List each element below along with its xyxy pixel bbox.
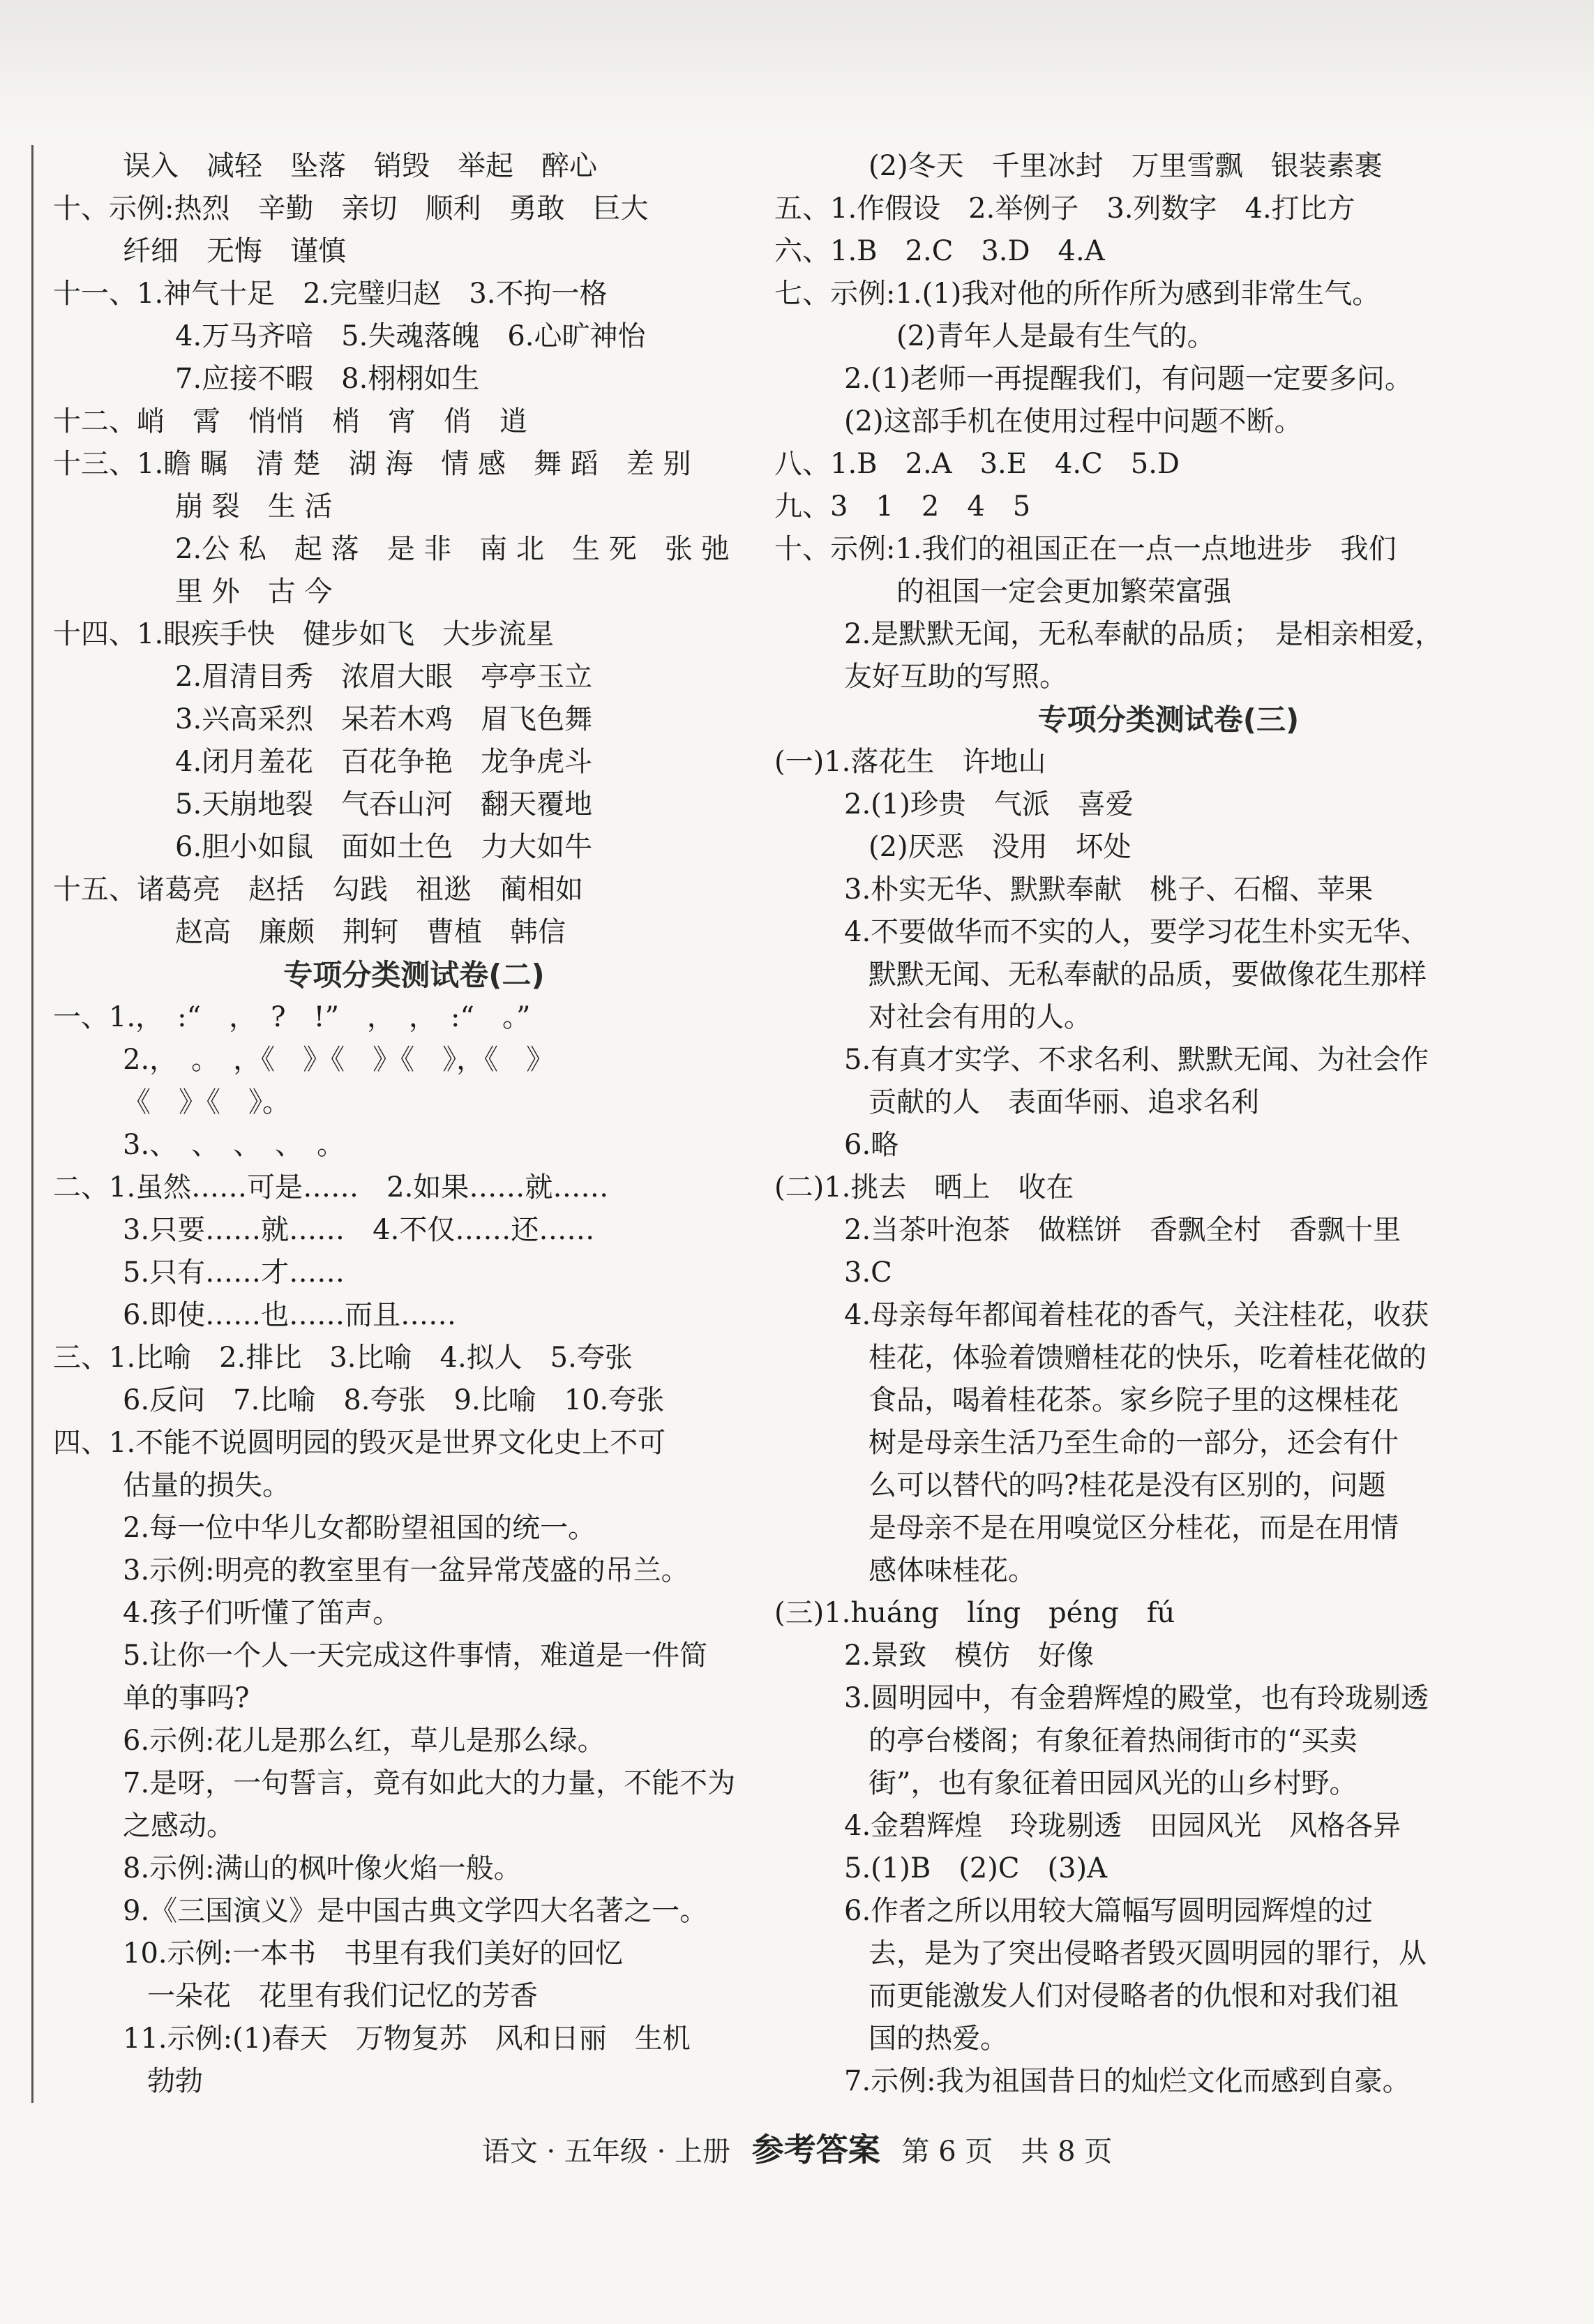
answer-line: 么可以替代的吗?桂花是没有区别的，问题 (869, 1469, 1386, 1501)
answer-line: 纤细 无悔 谨慎 (123, 235, 346, 267)
answer-line: 十三、1.瞻 瞩 清 楚 湖 海 情 感 舞 蹈 差 别 (53, 448, 691, 480)
footer-brand: 参考答案 (751, 2131, 880, 2168)
answer-line: 3.圆明园中，有金碧辉煌的殿堂，也有玲珑剔透 (844, 1682, 1429, 1714)
answer-line: 贡献的人 表面华丽、追求名利 (869, 1086, 1259, 1118)
footer-page-number: 第 6 页 共 8 页 (901, 2136, 1113, 2168)
answer-line: 6.作者之所以用较大篇幅写圆明园辉煌的过 (844, 1895, 1374, 1927)
answer-line: 6.略 (844, 1129, 899, 1161)
answer-line: 对社会有用的人。 (869, 1001, 1092, 1033)
answer-line: 勃勃 (147, 2065, 203, 2097)
answer-line: 4.万马齐喑 5.失魂落魄 6.心旷神怡 (175, 320, 646, 352)
answer-line: 5.有真才实学、不求名利、默默无闻、为社会作 (844, 1044, 1429, 1076)
answer-line: 十二、峭 霄 悄悄 梢 宵 俏 逍 (53, 405, 527, 437)
answer-line: 十四、1.眼疾手快 健步如飞 大步流星 (53, 618, 555, 650)
answer-line: 2.公 私 起 落 是 非 南 北 生 死 张 弛 (175, 533, 730, 565)
answer-line: 7.是呀，一句誓言，竟有如此大的力量，不能不为 (123, 1767, 736, 1799)
answer-line: 4.闭月羞花 百花争艳 龙争虎斗 (175, 746, 593, 778)
answer-line: 食品，喝着桂花茶。家乡院子里的这棵桂花 (869, 1384, 1399, 1416)
answer-line: 六、1.B 2.C 3.D 4.A (774, 235, 1105, 267)
answer-line: 8.示例:满山的枫叶像火焰一般。 (123, 1852, 522, 1884)
answer-line: (2)厌恶 没用 坏处 (869, 831, 1131, 863)
answer-line: 一、1.， :“ ， ? !” ， ， :“ 。” (53, 1001, 531, 1033)
answer-line: 三、1.比喻 2.排比 3.比喻 4.拟人 5.夸张 (53, 1342, 633, 1374)
answer-line: (2)青年人是最有生气的。 (896, 320, 1215, 352)
answer-line: 6.即使……也……而且…… (123, 1299, 457, 1331)
answer-line: 10.示例:一本书 书里有我们美好的回忆 (123, 1937, 624, 1970)
answer-line: 5.天崩地裂 气吞山河 翻天覆地 (175, 788, 593, 820)
answer-line: 估量的损失。 (123, 1469, 290, 1501)
answer-line: 4.金碧辉煌 玲珑剔透 田园风光 风格各异 (844, 1810, 1401, 1842)
answer-line: 5.让你一个人一天完成这件事情，难道是一件简 (123, 1640, 708, 1672)
answer-line: 误入 减轻 坠落 销毁 举起 醉心 (123, 150, 597, 182)
answer-line: 赵高 廉颇 荆轲 曹植 韩信 (175, 916, 566, 948)
section-heading: 专项分类测试卷(三) (1037, 703, 1300, 737)
answer-line: 3.朴实无华、默默奉献 桃子、石榴、苹果 (844, 874, 1374, 906)
answer-line: 去，是为了突出侵略者毁灭圆明园的罪行，从 (869, 1937, 1427, 1970)
answer-line: 6.示例:花儿是那么红，草儿是那么绿。 (123, 1725, 606, 1757)
answer-line: 四、1.不能不说圆明园的毁灭是世界文化史上不可 (53, 1427, 666, 1459)
answer-line: 6.反问 7.比喻 8.夸张 9.比喻 10.夸张 (123, 1384, 665, 1416)
answer-line: 而更能激发人们对侵略者的仇恨和对我们祖 (869, 1980, 1399, 2012)
answer-line: 7.示例:我为祖国昔日的灿烂文化而感到自豪。 (844, 2065, 1411, 2097)
answer-line: 的祖国一定会更加繁荣富强 (896, 576, 1231, 608)
answer-line: 桂花，体验着馈赠桂花的快乐，吃着桂花做的 (869, 1342, 1427, 1374)
answer-line: 十、示例:1.我们的祖国正在一点一点地进步 我们 (774, 533, 1397, 565)
answer-line: (一)1.落花生 许地山 (774, 746, 1046, 778)
answer-line: 6.胆小如鼠 面如土色 力大如牛 (175, 831, 593, 863)
answer-line: 2.， 。 ，《 》《 》《 》，《 》 (123, 1044, 555, 1076)
answer-line: 里 外 古 今 (175, 576, 333, 608)
answer-line: 2.景致 模仿 好像 (844, 1640, 1095, 1672)
answer-line: 五、1.作假设 2.举例子 3.列数字 4.打比方 (774, 193, 1355, 225)
answer-line: 十一、1.神气十足 2.完璧归赵 3.不拘一格 (53, 278, 608, 310)
answer-line: 十、示例:热烈 辛勤 亲切 顺利 勇敢 巨大 (53, 193, 649, 225)
answer-line: 感体味桂花。 (869, 1554, 1036, 1587)
answer-line: 十五、诸葛亮 赵括 勾践 祖逖 蔺相如 (53, 874, 583, 906)
answer-line: 4.孩子们听懂了笛声。 (123, 1597, 401, 1629)
scan-top-band (0, 0, 1594, 140)
answer-line: 3.示例:明亮的教室里有一盆异常茂盛的吊兰。 (123, 1554, 689, 1587)
answer-line: 二、1.虽然……可是…… 2.如果……就…… (53, 1171, 609, 1204)
answer-line: 友好互助的写照。 (844, 661, 1067, 693)
answer-line: 9.《三国演义》是中国古典文学四大名著之一。 (123, 1895, 708, 1927)
answer-line: 2.眉清目秀 浓眉大眼 亭亭玉立 (175, 661, 593, 693)
answer-line: 树是母亲生活乃至生命的一部分，还会有什 (869, 1427, 1399, 1459)
answer-line: 3.只要……就…… 4.不仅……还…… (123, 1214, 595, 1246)
answer-line: 4.不要做华而不实的人，要学习花生朴实无华、 (844, 916, 1429, 948)
answer-line: (2)冬天 千里冰封 万里雪飘 银装素裹 (869, 150, 1383, 182)
answer-line: 7.应接不暇 8.栩栩如生 (175, 363, 480, 395)
answer-line: 《 》《 》。 (123, 1086, 290, 1118)
answer-line: 3.、 、 、 、 。 (123, 1129, 345, 1161)
answer-line: 3.C (844, 1257, 892, 1289)
answer-line: 国的热爱。 (869, 2023, 1008, 2055)
answer-line: 单的事吗? (123, 1682, 250, 1714)
answer-line: 七、示例:1.(1)我对他的所作所为感到非常生气。 (774, 278, 1381, 310)
answer-line: 一朵花 花里有我们记忆的芳香 (147, 1980, 538, 2012)
answer-line: 2.是默默无闻，无私奉献的品质； 是相亲相爱， (844, 618, 1443, 650)
answer-line: 之感动。 (123, 1810, 234, 1842)
answer-line: 3.兴高采烈 呆若木鸡 眉飞色舞 (175, 703, 593, 735)
answer-line: 崩 裂 生 活 (175, 490, 333, 523)
answer-line: 八、1.B 2.A 3.E 4.C 5.D (774, 448, 1180, 480)
left-answer-column (31, 145, 775, 2103)
answer-line: 的亭台楼阁；有象征着热闹街市的“买卖 (869, 1725, 1358, 1757)
answer-line: 11.示例:(1)春天 万物复苏 风和日丽 生机 (123, 2023, 691, 2055)
answer-line: 九、3 1 2 4 5 (774, 490, 1031, 523)
answer-line: 街”，也有象征着田园风光的山乡村野。 (869, 1767, 1358, 1799)
answer-line: 4.母亲每年都闻着桂花的香气，关注桂花，收获 (844, 1299, 1429, 1331)
answer-line: (2)这部手机在使用过程中问题不断。 (844, 405, 1302, 437)
answer-line: 默默无闻、无私奉献的品质，要做像花生那样 (869, 959, 1427, 991)
answer-line: (二)1.挑去 晒上 收在 (774, 1171, 1074, 1204)
section-heading: 专项分类测试卷(二) (283, 958, 545, 992)
answer-line: 2.每一位中华儿女都盼望祖国的统一。 (123, 1512, 596, 1544)
answer-line: 5.(1)B (2)C (3)A (844, 1852, 1108, 1884)
answer-line: 2.当茶叶泡茶 做糕饼 香飘全村 香飘十里 (844, 1214, 1401, 1246)
answer-line: 2.(1)老师一再提醒我们，有问题一定要多问。 (844, 363, 1413, 395)
page-footer (0, 2124, 1594, 2171)
answer-line: 5.只有……才…… (123, 1257, 345, 1289)
answer-line: 是母亲不是在用嗅觉区分桂花，而是在用情 (869, 1512, 1399, 1544)
right-answer-column (774, 145, 1563, 2103)
answer-line: (三)1.huáng líng péng fú (774, 1597, 1175, 1629)
answer-line: 2.(1)珍贵 气派 喜爱 (844, 788, 1134, 820)
footer-subject: 语文 · 五年级 · 上册 (481, 2136, 731, 2168)
